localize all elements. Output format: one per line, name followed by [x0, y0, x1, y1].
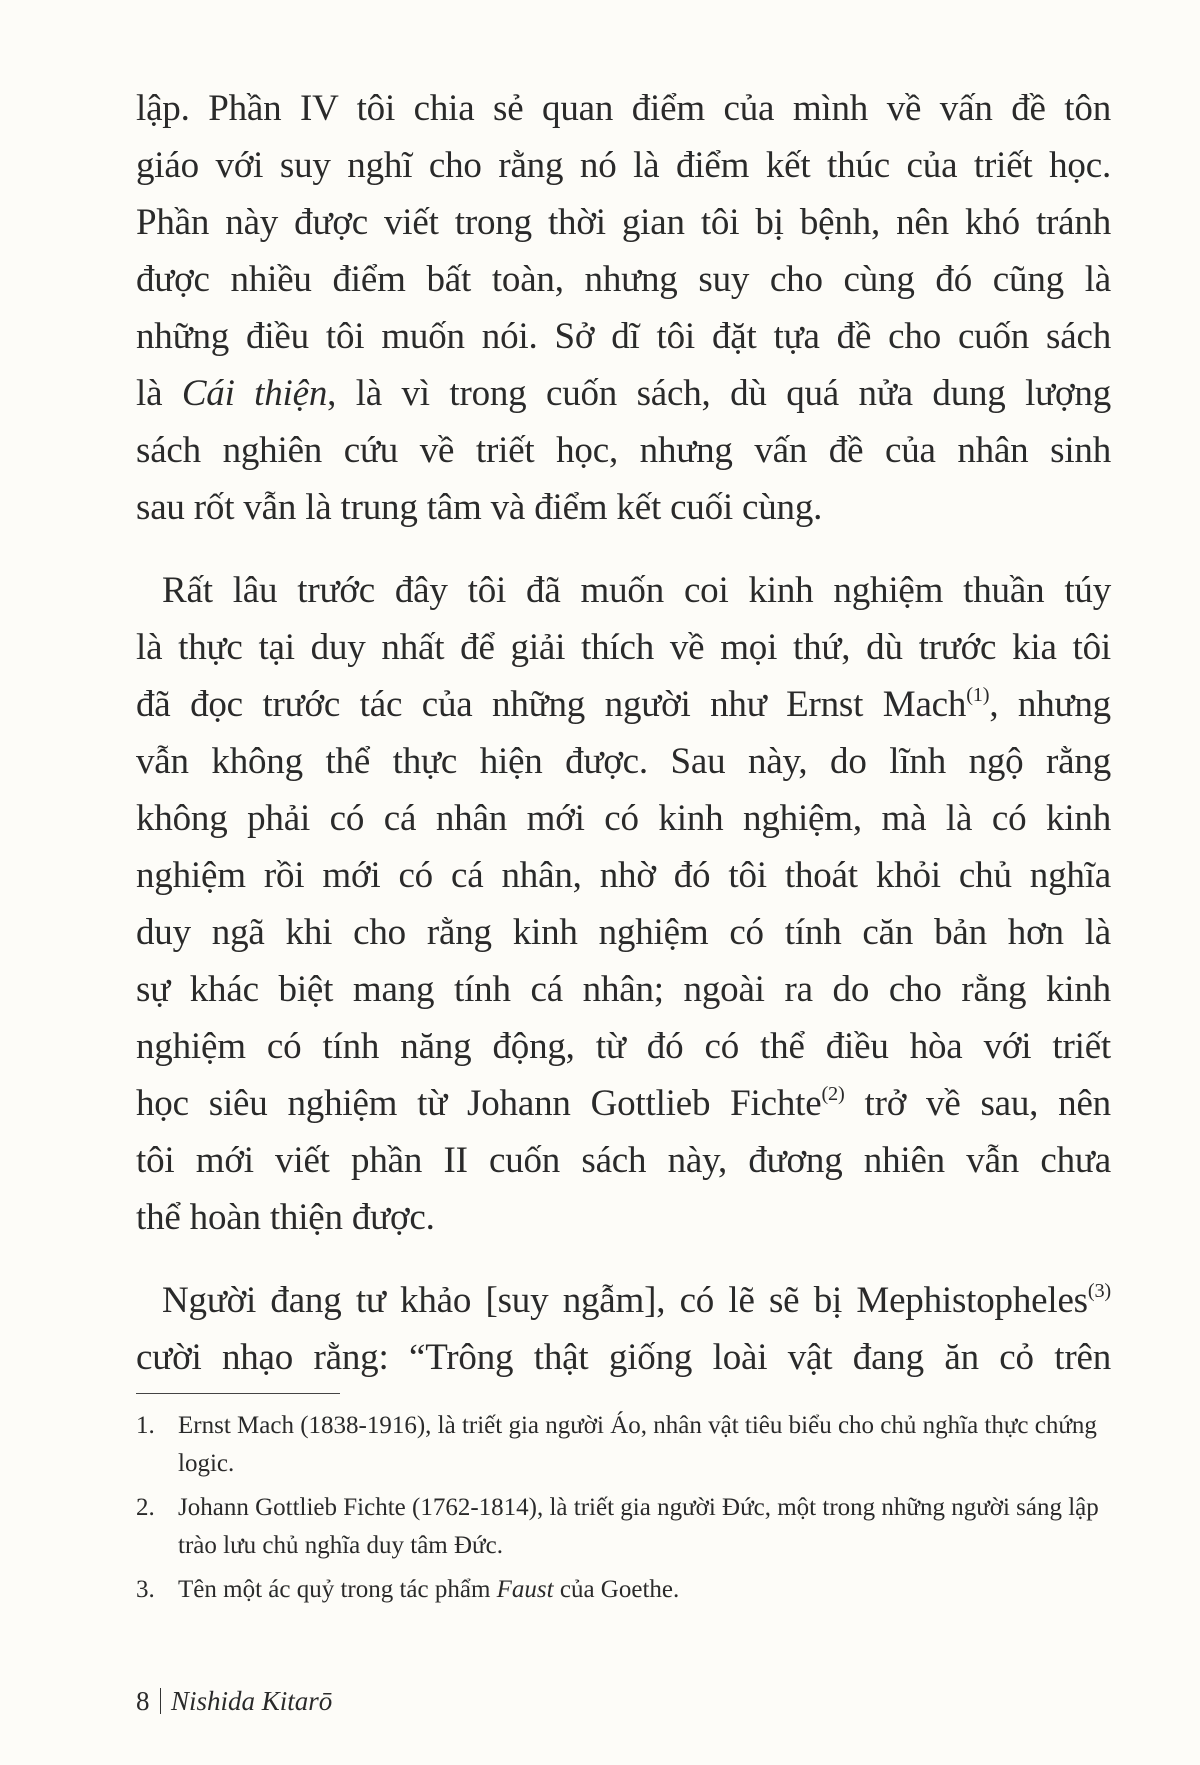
footnote-text: Ernst Mach (1838-1916), là triết gia người Áo, nhân vật tiêu biểu cho chủ nghĩa thực chứng logic.	[178, 1412, 1097, 1477]
text-line: thể hoàn thiện được.	[136, 1197, 435, 1238]
page-footer	[136, 1686, 332, 1717]
text-line: Người đang tư khảo [suy ngẫm], có lẽ sẽ bị Mephistopheles$^{(3)}$	[162, 1279, 1111, 1321]
body-text	[136, 80, 1111, 1412]
text-line: là Cái thiện, là vì trong cuốn sách, dù quá nửa dung lượng	[136, 373, 1111, 414]
footnote-text: Tên một ác quỷ trong tác phẩm Faust của Goethe.	[178, 1576, 680, 1603]
footnote-ref[interactable]: (3)	[1087, 1279, 1111, 1302]
text-line: sự khác biệt mang tính cá nhân; ngoài ra do cho rằng kinh	[136, 969, 1111, 1010]
footer-separator	[160, 1688, 162, 1714]
text-line: sách nghiên cứu về triết học, nhưng vấn đề của nhân sinh	[136, 430, 1111, 471]
footnote	[136, 1407, 1111, 1483]
paragraph	[136, 1272, 1111, 1386]
text-line: giáo với suy nghĩ cho rằng nó là điểm kết thúc của triết học.	[136, 145, 1111, 186]
text-line: không phải có cá nhân mới có kinh nghiệm, mà là có kinh	[136, 798, 1111, 839]
text-line: Rất lâu trước đây tôi đã muốn coi kinh nghiệm thuần túy	[162, 570, 1111, 611]
text-line: được nhiều điểm bất toàn, nhưng suy cho cùng đó cũng là	[136, 259, 1111, 300]
footnote-divider	[136, 1393, 340, 1394]
text-line: vẫn không thể thực hiện được. Sau này, do lĩnh ngộ rằng	[136, 741, 1111, 782]
footnote-ref[interactable]: (2)	[821, 1082, 845, 1105]
text-line: học siêu nghiệm từ Johann Gottlieb Fichte$^{(2)}$ trở về sau, nên	[136, 1082, 1111, 1124]
text-line: lập. Phần IV tôi chia sẻ quan điểm của mình về vấn đề tôn	[136, 88, 1111, 129]
text-line: tôi mới viết phần II cuốn sách này, đương nhiên vẫn chưa	[136, 1140, 1111, 1181]
footnote	[136, 1489, 1111, 1565]
paragraph	[136, 80, 1111, 536]
footnote-number: 2.	[136, 1494, 155, 1521]
text-line: là thực tại duy nhất để giải thích về mọi thứ, dù trước kia tôi	[136, 627, 1111, 668]
text-line: đã đọc trước tác của những người như Ernst Mach$^{(1)}$, nhưng	[136, 683, 1111, 725]
footnotes	[136, 1407, 1111, 1615]
text-line: cười nhạo rằng: “Trông thật giống loài vật đang ăn cỏ trên	[136, 1337, 1111, 1378]
text-line: nghiệm rồi mới có cá nhân, nhờ đó tôi thoát khỏi chủ nghĩa	[136, 855, 1111, 896]
text-line: Phần này được viết trong thời gian tôi bị bệnh, nên khó tránh	[136, 202, 1111, 243]
text-line: sau rốt vẫn là trung tâm và điểm kết cuối cùng.	[136, 487, 823, 528]
text-line: duy ngã khi cho rằng kinh nghiệm có tính căn bản hơn là	[136, 912, 1111, 953]
text-line: nghiệm có tính năng động, từ đó có thể điều hòa với triết	[136, 1026, 1111, 1067]
footnote-number: 3.	[136, 1576, 155, 1603]
footnote-ref[interactable]: (1)	[966, 683, 990, 706]
running-author: Nishida Kitarō	[171, 1686, 333, 1716]
book-title: Cái thiện	[181, 373, 328, 414]
paragraph	[136, 562, 1111, 1246]
footnote	[136, 1571, 1111, 1609]
footnote-number: 1.	[136, 1412, 155, 1439]
text-line: những điều tôi muốn nói. Sở dĩ tôi đặt tựa đề cho cuốn sách	[136, 316, 1111, 357]
page-number: 8	[136, 1686, 150, 1716]
footnote-text: Johann Gottlieb Fichte (1762-1814), là triết gia người Đức, một trong những người sáng lập trào lưu chủ nghĩa duy tâm Đức.	[178, 1494, 1099, 1559]
